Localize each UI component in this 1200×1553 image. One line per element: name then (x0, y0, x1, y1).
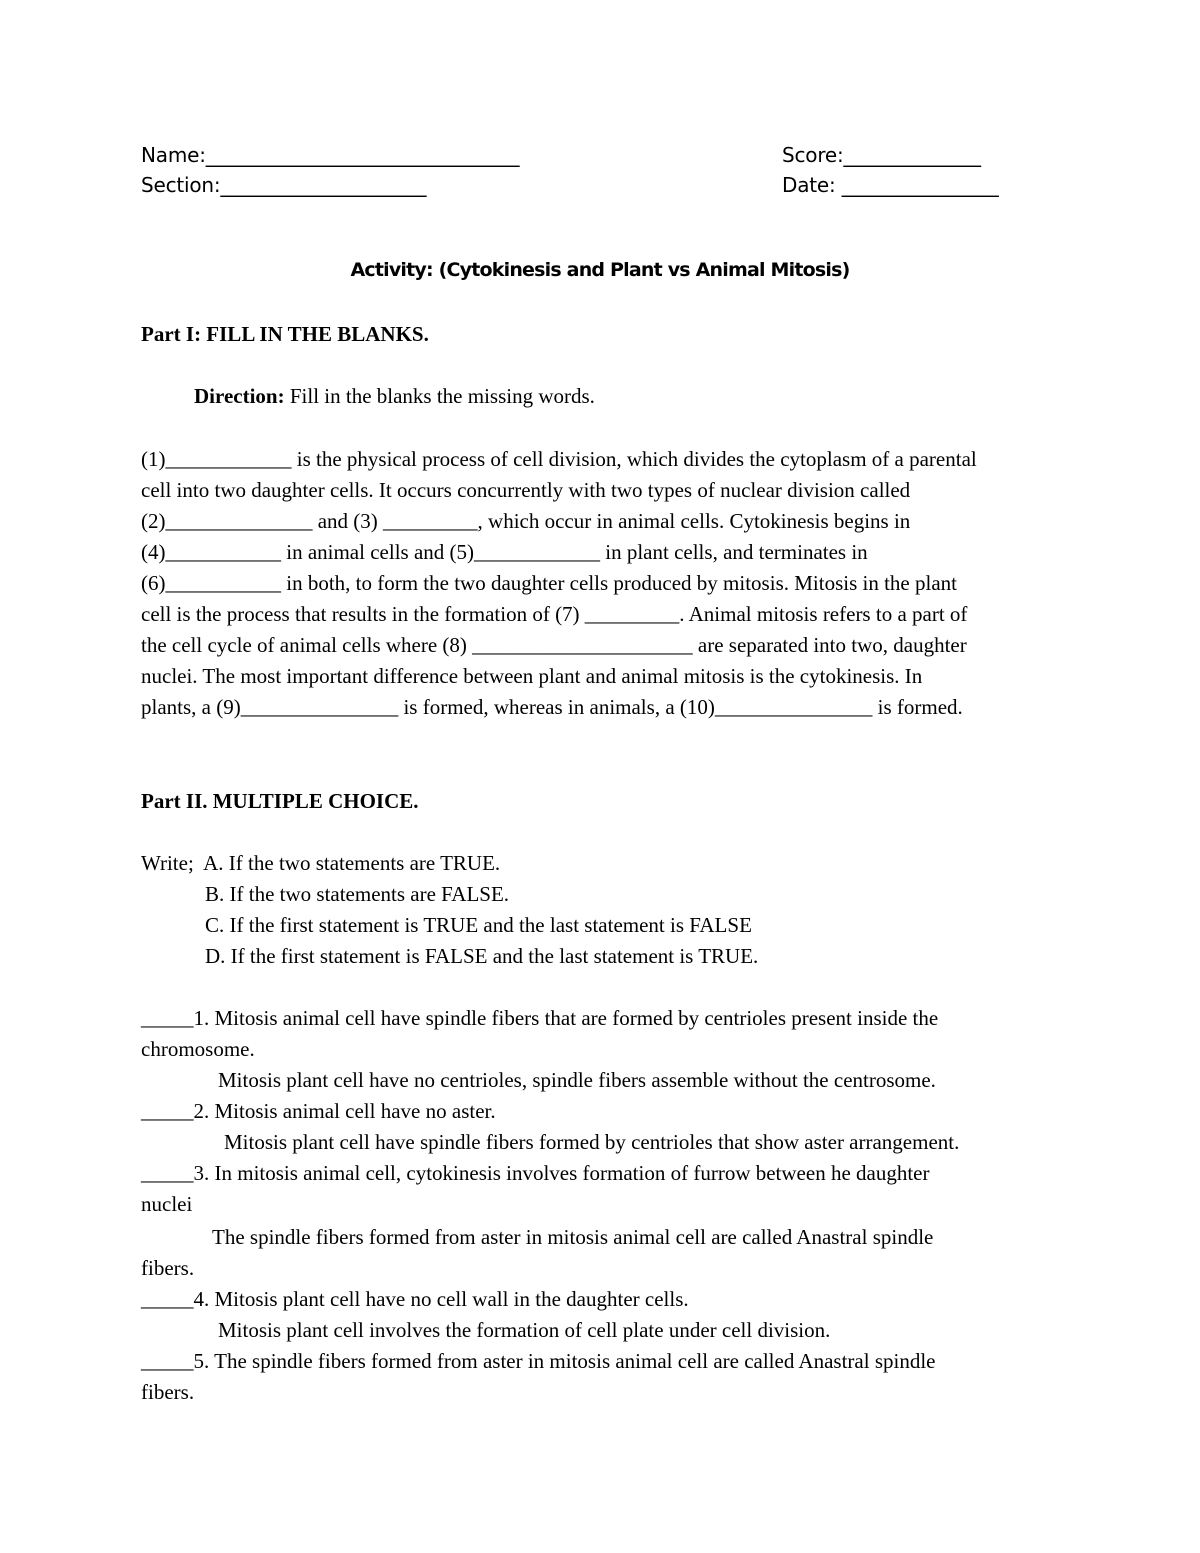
fill-line-8: nuclei. The most important difference between plant and animal mitosis is the cytokinesis. In (141, 664, 923, 688)
name-field: Name:________________________________ (141, 143, 520, 167)
date-field: Date: ________________ (782, 173, 999, 197)
part1-heading: Part I: FILL IN THE BLANKS. (141, 322, 429, 346)
item-4-statement-2: Mitosis plant cell involves the formation of cell plate under cell division. (218, 1318, 831, 1342)
fill-line-7: the cell cycle of animal cells where (8) _____________________ are separated into two, daughter (141, 633, 967, 657)
option-b: B. If the two statements are FALSE. (205, 882, 510, 906)
item-1-statement-1-cont: chromosome. (141, 1037, 255, 1061)
direction-label: Direction: (194, 384, 285, 408)
option-a-line (141, 848, 500, 879)
fill-line-4: (4)___________ in animal cells and (5)____________ in plant cells, and terminates in (141, 540, 868, 564)
item-3-statement-2: The spindle fibers formed from aster in mitosis animal cell are called Anastral spindle (212, 1225, 934, 1249)
fill-line-6: cell is the process that results in the formation of (7) _________. Animal mitosis refers to a part of (141, 602, 968, 626)
item-3-statement-2-cont: fibers. (141, 1256, 195, 1280)
part2-heading: Part II. MULTIPLE CHOICE. (141, 789, 419, 813)
option-c: C. If the first statement is TRUE and the last statement is FALSE (205, 913, 752, 937)
item-3-statement-1: _____3. In mitosis animal cell, cytokinesis involves formation of furrow between he daughter (141, 1161, 930, 1185)
item-4-statement-1: _____4. Mitosis plant cell have no cell wall in the daughter cells. (141, 1287, 689, 1311)
fill-line-2: cell into two daughter cells. It occurs concurrently with two types of nuclear division called (141, 478, 911, 502)
item-1-statement-1: _____1. Mitosis animal cell have spindle fibers that are formed by centrioles present inside the (141, 1006, 939, 1030)
item-1-statement-2: Mitosis plant cell have no centrioles, spindle fibers assemble without the centrosome. (218, 1068, 936, 1092)
activity-title: Activity: (Cytokinesis and Plant vs Animal Mitosis) (350, 259, 850, 281)
item-2-statement-1: _____2. Mitosis animal cell have no aster. (141, 1099, 496, 1123)
item-5-statement-1: _____5. The spindle fibers formed from aster in mitosis animal cell are called Anastral spindle (141, 1349, 936, 1373)
fill-line-1: (1)____________ is the physical process of cell division, which divides the cytoplasm of a parental (141, 447, 977, 471)
section-field: Section:_____________________ (141, 173, 427, 197)
fill-line-9: plants, a (9)_______________ is formed, whereas in animals, a (10)_______________ is formed. (141, 695, 963, 719)
write-prefix: Write; (141, 851, 204, 875)
item-5-statement-1-cont: fibers. (141, 1380, 195, 1404)
item-3-statement-1-cont: nuclei (141, 1192, 193, 1216)
part1-direction (194, 381, 595, 412)
direction-text: Fill in the blanks the missing words. (284, 384, 595, 408)
item-2-statement-2: Mitosis plant cell have spindle fibers formed by centrioles that show aster arrangement. (224, 1130, 960, 1154)
score-field: Score:______________ (782, 143, 981, 167)
option-d: D. If the first statement is FALSE and the last statement is TRUE. (205, 944, 759, 968)
option-a: A. If the two statements are TRUE. (203, 851, 501, 875)
fill-line-3: (2)______________ and (3) _________, which occur in animal cells. Cytokinesis begins in (141, 509, 911, 533)
fill-line-5: (6)___________ in both, to form the two daughter cells produced by mitosis. Mitosis in the plant (141, 571, 957, 595)
